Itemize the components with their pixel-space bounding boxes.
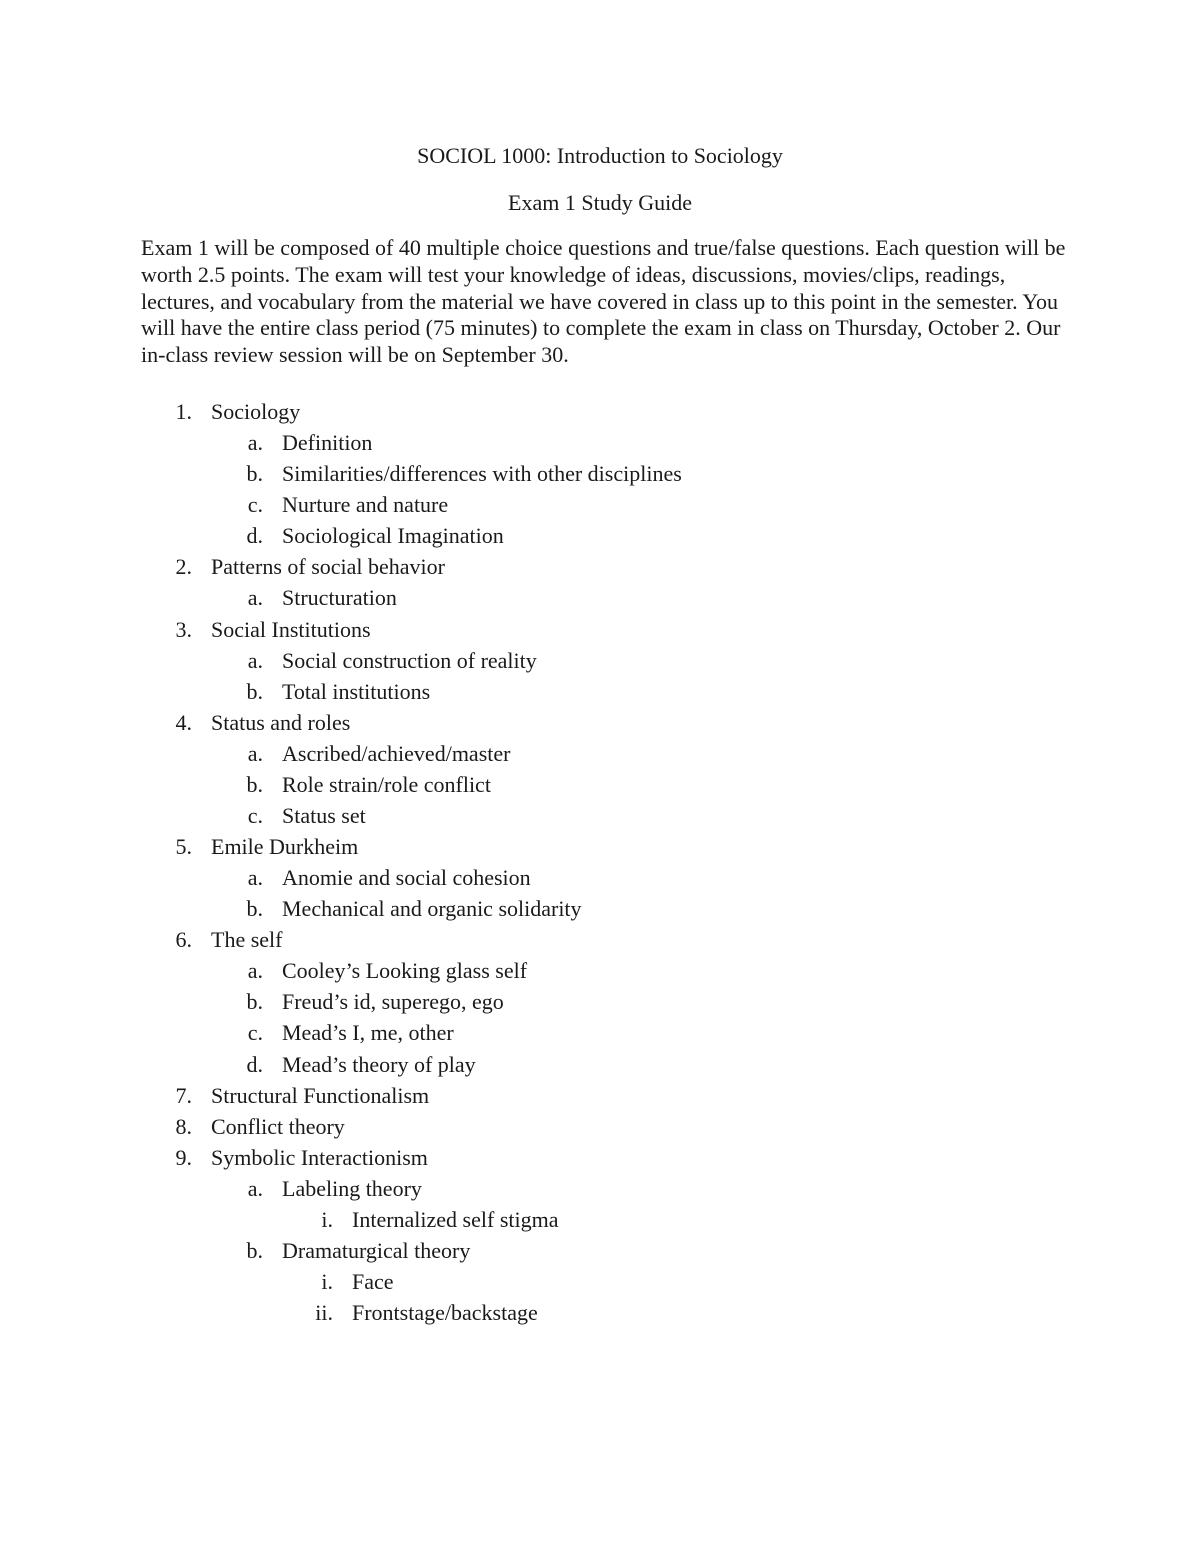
outline-item-marker: 1.: [175, 399, 192, 424]
outline-item-text: Sociological Imagination: [282, 523, 504, 549]
outline-item-text: Total institutions: [282, 678, 431, 704]
outline-item-marker: c.: [247, 492, 263, 518]
outline-item-marker: b.: [246, 771, 263, 797]
outline-item-marker: a.: [247, 740, 263, 766]
outline-item-marker: 8.: [175, 1113, 192, 1139]
outline-item-marker: c.: [247, 1020, 263, 1046]
outline-item-text: Face: [352, 1269, 394, 1294]
outline-item-marker: i.: [321, 1206, 333, 1232]
outline-item-marker: 6.: [175, 927, 192, 953]
outline-item-marker: ii.: [315, 1300, 333, 1325]
outline-item-marker: a.: [247, 430, 263, 456]
outline-item-marker: a.: [247, 585, 263, 611]
outline-item-text: Anomie and social cohesion: [282, 865, 531, 890]
outline-item-text: Cooley’s Looking glass self: [282, 958, 528, 984]
exam-intro-paragraph: Exam 1 will be composed of 40 multiple choice questions and true/false questions. Each question will be worth 2.5 points. The exam will test your knowledge of ideas, discussions, movies/clips, readings, lectures, and vocabulary from the material we have covered in class up to this point in the semester. You will have the entire class period (75 minutes) to complete the exam in class on Thursday, October 2. Our in-class review session will be on September 30.: [141, 235, 1066, 368]
outline-item-marker: b.: [246, 989, 263, 1015]
outline-item-text: Status set: [282, 802, 366, 828]
outline-item-marker: d.: [246, 523, 263, 549]
outline-item-text: Nurture and nature: [282, 492, 449, 518]
outline-item-marker: a.: [247, 865, 263, 890]
outline-item-text: Social Institutions: [211, 616, 371, 642]
outline-item-text: Structural Functionalism: [211, 1082, 430, 1108]
outline-item-marker: a.: [247, 1175, 263, 1201]
outline-item-text: Ascribed/achieved/master: [282, 740, 511, 766]
outline-item-text: The self: [211, 927, 283, 953]
outline-item-text: Labeling theory: [282, 1175, 422, 1201]
outline-item-text: Freud’s id, superego, ego: [282, 989, 504, 1015]
outline-item-marker: c.: [247, 802, 263, 828]
outline-item-marker: 7.: [175, 1082, 192, 1108]
outline-item-text: Mechanical and organic solidarity: [282, 896, 582, 922]
outline-item-marker: d.: [246, 1051, 263, 1077]
outline-item-text: Emile Durkheim: [211, 834, 359, 859]
outline-item-marker: i.: [321, 1269, 333, 1294]
outline-item-text: Symbolic Interactionism: [211, 1144, 428, 1170]
outline-item-marker: b.: [246, 896, 263, 922]
outline-item-text: Patterns of social behavior: [211, 554, 445, 580]
outline-item-text: Conflict theory: [211, 1113, 345, 1139]
outline-item-marker: b.: [246, 678, 263, 704]
outline-item-marker: b.: [246, 1237, 263, 1263]
outline-item-text: Structuration: [282, 585, 397, 611]
study-guide-title: Exam 1 Study Guide: [508, 190, 692, 215]
outline-item-text: Social construction of reality: [282, 647, 537, 673]
outline-item-text: Sociology: [211, 399, 301, 424]
outline-item-marker: b.: [246, 461, 263, 487]
outline-item-text: Internalized self stigma: [352, 1206, 559, 1232]
outline-item-text: Role strain/role conflict: [282, 771, 491, 797]
outline-item-marker: a.: [247, 647, 263, 673]
outline-item-marker: a.: [247, 958, 263, 984]
outline-item-text: Mead’s theory of play: [282, 1051, 476, 1077]
outline-item-text: Definition: [282, 430, 373, 456]
course-title: SOCIOL 1000: Introduction to Sociology: [417, 143, 783, 168]
outline-item-marker: 5.: [175, 834, 192, 859]
outline-item-marker: 3.: [175, 616, 192, 642]
outline-item-text: Mead’s I, me, other: [282, 1020, 454, 1046]
outline-item-text: Status and roles: [211, 709, 351, 735]
outline-item-text: Frontstage/backstage: [352, 1300, 538, 1325]
outline-item-text: Similarities/differences with other disciplines: [282, 461, 682, 487]
outline-item-marker: 2.: [175, 554, 192, 580]
outline-item-marker: 9.: [175, 1144, 192, 1170]
outline-item-text: Dramaturgical theory: [282, 1237, 471, 1263]
outline-item-marker: 4.: [175, 709, 192, 735]
